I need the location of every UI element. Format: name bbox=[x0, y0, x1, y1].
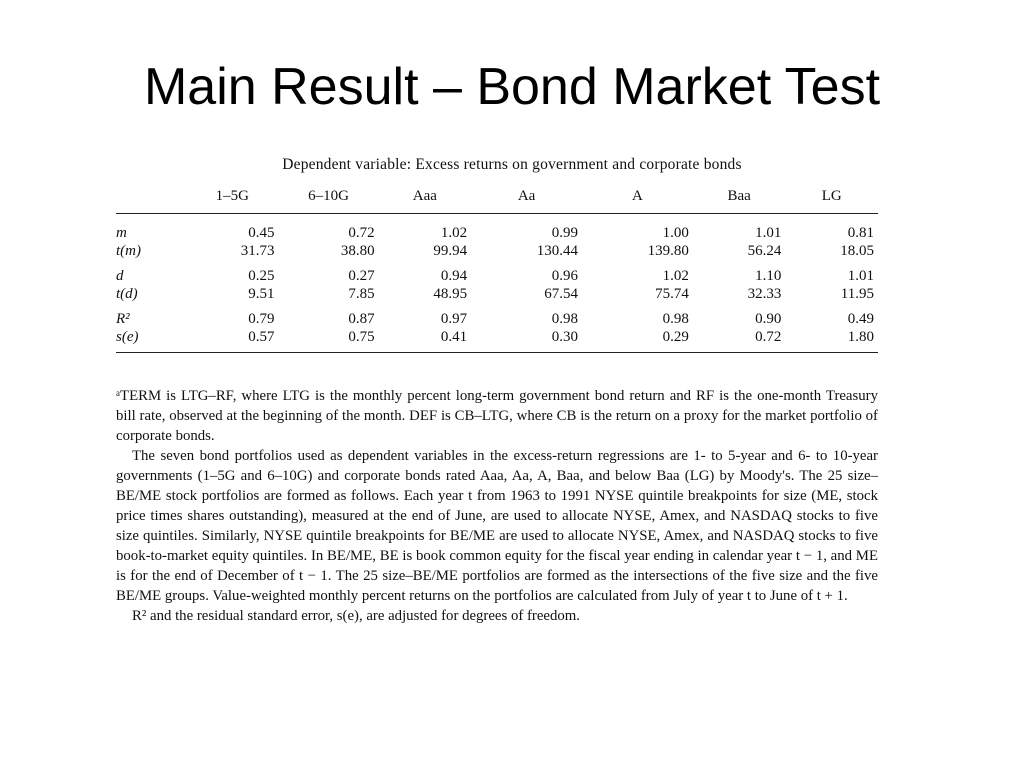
table-cell: 0.90 bbox=[755, 311, 782, 327]
table-cell: 0.25 bbox=[248, 268, 275, 284]
table-row bbox=[116, 303, 878, 328]
row-label: d bbox=[116, 268, 124, 284]
table-row bbox=[116, 214, 878, 243]
column-header: LG bbox=[785, 182, 878, 214]
table-cell: 0.87 bbox=[348, 311, 375, 327]
table-cell: 18.05 bbox=[840, 243, 874, 259]
table-cell: 0.27 bbox=[348, 268, 375, 284]
table-cell: 99.94 bbox=[433, 243, 468, 259]
table-notes bbox=[116, 386, 878, 626]
table-cell: 0.72 bbox=[693, 328, 786, 353]
table-cell: 1.02 bbox=[440, 225, 468, 241]
notes-paragraph: R² and the residual standard error, s(e), are adjusted for degrees of freedom. bbox=[132, 608, 580, 624]
table-cell: 0.98 bbox=[662, 311, 689, 327]
table-caption: Dependent variable: Excess returns on government and corporate bonds bbox=[282, 156, 742, 173]
column-header: A bbox=[582, 182, 693, 214]
column-header: 6–10G bbox=[279, 182, 379, 214]
header-blank bbox=[116, 182, 186, 214]
regression-table-block bbox=[116, 156, 878, 353]
table-row bbox=[116, 260, 878, 285]
table-cell: 32.33 bbox=[747, 286, 782, 302]
table-cell: 67.54 bbox=[544, 286, 579, 302]
table-cell: 7.85 bbox=[348, 286, 375, 302]
table-cell: 75.74 bbox=[655, 286, 689, 302]
table-header-row bbox=[116, 182, 878, 214]
table-cell: 0.45 bbox=[248, 225, 275, 241]
table-cell: 38.80 bbox=[340, 243, 375, 259]
row-label: R² bbox=[116, 311, 130, 327]
table-cell: 0.79 bbox=[248, 311, 275, 327]
table-cell: 9.51 bbox=[248, 286, 275, 302]
table-cell: 11.95 bbox=[840, 286, 874, 302]
column-header: Aaa bbox=[379, 182, 472, 214]
table-cell: 0.96 bbox=[551, 268, 579, 284]
table-cell: 0.98 bbox=[551, 311, 579, 327]
footnote-a: ᵃTERM is LTG–RF, where LTG is the monthly percent long-term government bond return and RF is the one-month Treasury bill rate, observed at the beginning of the month. DEF is CB–LTG, where CB is the return on a proxy for the market portfolio of corporate bonds. bbox=[116, 388, 878, 444]
table-cell: 56.24 bbox=[747, 243, 782, 259]
table-cell: 1.00 bbox=[662, 225, 689, 241]
table-cell: 0.94 bbox=[440, 268, 468, 284]
table-cell: 130.44 bbox=[536, 243, 579, 259]
table-cell: 139.80 bbox=[647, 243, 689, 259]
column-header: 1–5G bbox=[186, 182, 279, 214]
table-cell: 0.57 bbox=[186, 328, 279, 353]
row-label: m bbox=[116, 225, 127, 241]
slide-title: Main Result – Bond Market Test bbox=[143, 58, 881, 116]
column-header: Aa bbox=[471, 182, 582, 214]
table-row bbox=[116, 328, 878, 353]
table-cell: 0.97 bbox=[440, 311, 468, 327]
table-cell: 0.30 bbox=[471, 328, 582, 353]
table-cell: 1.10 bbox=[755, 268, 782, 284]
table-row bbox=[116, 242, 878, 260]
row-label: t(m) bbox=[116, 243, 141, 259]
table-cell: 1.01 bbox=[847, 268, 874, 284]
row-label: s(e) bbox=[116, 328, 186, 353]
regression-table bbox=[116, 182, 878, 353]
table-cell: 0.72 bbox=[348, 225, 375, 241]
table-cell: 0.99 bbox=[551, 225, 579, 241]
table-cell: 0.81 bbox=[847, 225, 874, 241]
column-header: Baa bbox=[693, 182, 786, 214]
table-cell: 1.01 bbox=[755, 225, 782, 241]
table-cell: 0.75 bbox=[279, 328, 379, 353]
table-cell: 0.41 bbox=[379, 328, 472, 353]
table-cell: 1.02 bbox=[662, 268, 689, 284]
notes-paragraph: The seven bond portfolios used as dependent variables in the excess-return regressions are 1- to 5-year and 6- to 10-year governments (1–5G and 6–10G) and corporate bonds rated Aaa, Aa, A, Baa, and below Baa (LG) by Moody's. The 25 size–BE/ME stock portfolios are formed as follows. Each year t from 1963 to 1991 NYSE quintile breakpoints for size (ME, stock price times shares outstanding), measured at the end of June, are used to allocate NYSE, Amex, and NASDAQ stocks to five size quintiles. Similarly, NYSE quintile breakpoints for BE/ME are used to allocate NYSE, Amex, and NASDAQ stocks to five book-to-market equity quintiles. In BE/ME, BE is book common equity for the fiscal year ending in calendar year t − 1, and ME is for the end of December of t − 1. The 25 size–BE/ME portfolios are formed as the intersections of the five size and the five BE/ME groups. Value-weighted monthly percent returns on the portfolios are calculated from July of year t to June of t + 1. bbox=[116, 448, 878, 604]
table-row bbox=[116, 285, 878, 303]
table-cell: 31.73 bbox=[240, 243, 275, 259]
table-cell: 0.49 bbox=[847, 311, 874, 327]
table-cell: 1.80 bbox=[785, 328, 878, 353]
table-cell: 48.95 bbox=[433, 286, 468, 302]
row-label: t(d) bbox=[116, 286, 138, 302]
table-cell: 0.29 bbox=[582, 328, 693, 353]
